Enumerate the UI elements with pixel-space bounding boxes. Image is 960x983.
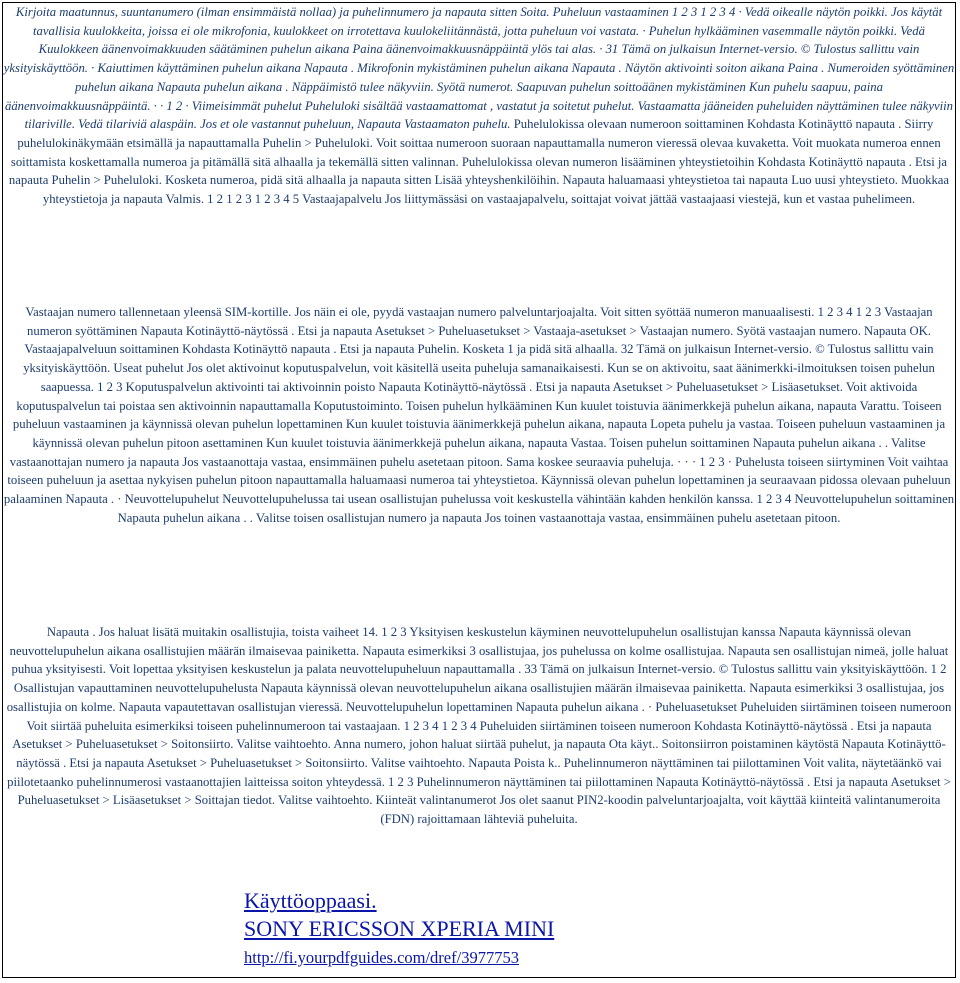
- text-block-1: [3, 3, 955, 275]
- url-link[interactable]: http://fi.yourpdfguides.com/dref/3977753: [244, 948, 519, 967]
- text-block-2: Vastaajan numero tallennetaan yleensä SIM-kortille. Jos näin ei ole, pyydä vastaajan numero palveluntarjoajalta. Voit sitten syöttää numeron manuaalisesti. 1 2 3 4 1 2 3 Vastaajan numeron syöttäminen Napauta Kotinäyttö-näytössä . Etsi ja napauta Asetukset > Puheluasetukset > Vastaaja-asetukset > Vastaajan numero. Syötä vastaajan numero. Napauta OK. Vastaajapalveluun soittaminen Kohdasta Kotinäyttö napauta . Etsi ja napauta Puhelin. Kosketa 1 ja pidä sitä alhaalla. 32 Tämä on julkaisun Internet-versio. © Tulostus sallittu vain yksityiskäyttöön. Useat puhelut Jos olet aktivoinut koputuspalvelun, voit käsitellä useita puheluja samanaikaisesti. Kun se on aktivoitu, saat äänimerkki-ilmoituksen toisen puhelun saapuessa. 1 2 3 Koputuspalvelun aktivointi tai aktivoinnin poisto Napauta Kotinäyttö-näytössä . Etsi ja napauta Asetukset > Puheluasetukset > Lisäasetukset. Voit aktivoida koputuspalvelun tai poistaa sen aktivoinnin napauttamalla Koputustoiminto. Toisen puhelun hylkääminen Kun kuulet toistuvia äänimerkkejä puhelun aikana, napauta Varattu. Toiseen puheluun vastaaminen ja käynnissä olevan puhelun lopettaminen Kun kuulet toistuvia äänimerkkejä puhelun aikana, napauta Lopeta puhelu ja vastaa. Toiseen puheluun vastaaminen ja käynnissä olevan puhelun pitoon asettaminen Kun kuulet toistuvia äänimerkkejä puhelun aikana, napauta Vastaa. Toisen puhelun soittaminen Napauta puhelun aikana . . Valitse vastaanottajan numero ja napauta Jos vastaanottaja vastaa, ensimmäinen puhelu asetetaan pitoon. Sama koskee seuraavia puheluja. · · · 1 2 3 · Puhelusta toiseen siirtyminen Voit vaihtaa toiseen puheluun ja asettaa nykyisen puhelun pitoon napauttamalla haluamaasi numeroa tai yhteystietoa. Käynnissä olevan puhelun lopettaminen ja seuraavaan pidossa olevaan puheluun palaaminen Napauta . · Neuvottelupuhelut Neuvottelupuhelussa tai usean osallistujan puhelussa voit keskustella vähintään kahden henkilön kanssa. 1 2 3 4 Neuvottelupuhelun soittaminen Napauta puhelun aikana . . Valitse toisen osallistujan numero ja napauta Jos toinen vastaanottaja vastaa, ensimmäinen puhelu asetetaan pitoon.: [3, 305, 955, 525]
- text-block-1-upright: Puhelulokissa olevaan numeroon soittaminen Kohdasta Kotinäyttö napauta . Siirry puhelulokinäkymään etsimällä ja napauttamalla Puhelin > Puheluloki. Voit soittaa numeroon suoraan napauttamalla numeron vieressä olevaa kuvaketta. Voit muokata numeroa ennen soittamista koskettamalla numeroa ja pitämällä sitä alhaalla ja tekemällä sitten valinnan. Puhelulokissa olevan numeron lisääminen yhteystietoihin Kohdasta Kotinäyttö napauta . Etsi ja napauta Puhelin > Puheluloki. Kosketa numeroa, pidä sitä alhaalla ja napauta sitten Lisää yhteyshenkilöihin. Napauta haluamaasi yhteystietoa tai napauta Luo uusi yhteystieto. Muokkaa yhteystietoja ja napauta Valmis. 1 2 1 2 3 1 2 3 4 5 Vastaajapalvelu Jos liittymässäsi on vastaajapalvelu, soittajat voivat jättää vastaajaasi viestejä, kun et vastaa puhelimeen.: [8, 117, 950, 207]
- footer-links: [244, 887, 554, 969]
- text-block-1-italic: Kirjoita maatunnus, suuntanumero (ilman ensimmäistä nollaa) ja puhelinnumero ja napauta sitten Soita. Puheluun vastaaminen 1 2 3 1 2 3 4 · Vedä oikealle näytön poikki. Jos käytät tavallisia kuulokkeita, joissa ei ole mikrofonia, kuulokkeet on irrotettava kuulokeliitännästä, jotta puheluun voi vastata. · Puhelun hylkääminen vasemmalle näytön poikki. Vedä Kuulokkeen äänenvoimakkuuden säätäminen puhelun aikana Paina äänenvoimakkuusnäppäintä ylös tai alas. · 31 Tämä on julkaisun Internet-versio. © Tulostus sallittu vain yksityiskäyttöön. · Kaiuttimen käyttäminen puhelun aikana Napauta . Mikrofonin mykistäminen puhelun aikana Napauta . Näytön aktivointi soiton aikana Paina . Numeroiden syöttäminen puhelun aikana Napauta puhelun aikana . Näppäimistö tulee näkyviin. Syötä numerot. Saapuvan puhelun soittoäänen mykistäminen Kun puhelu saapuu, paina äänenvoimakkuusnäppäintä. · · 1 2 · Viimeisimmät puhelut Puheluloki sisältää vastaamattomat , vastatut ja soitetut puhelut. Vastaamatta jääneiden puheluiden näyttäminen tulee näkyviin tilariville. Vedä tilariviä alaspäin. Jos et ole vastannut puheluun, Napauta Vastaamaton puhelu.: [3, 5, 955, 132]
- guides-link[interactable]: Käyttöoppaasi.: [244, 888, 377, 913]
- text-block-3: Napauta . Jos haluat lisätä muitakin osallistujia, toista vaiheet 14. 1 2 3 Yksityisen keskustelun käyminen neuvottelupuhelun osallistujan kanssa Napauta käynnissä olevan neuvottelupuhelun aikana osallistujien määrän ilmaisevaa painiketta. Napauta esimerkiksi 3 osallistujaa, jos puhelussa on kolme osallistujaa. Napauta sen osallistujan nimeä, jolle haluat puhua yksityisesti. Voit lopettaa yksityisen keskustelun ja palata neuvottelupuheluun napauttamalla . 33 Tämä on julkaisun Internet-versio. © Tulostus sallittu vain yksityiskäyttöön. 1 2 Osallistujan vapauttaminen neuvottelupuhelusta Napauta käynnissä olevan neuvottelupuhelun aikana osallistujien määrän ilmaisevaa painiketta. Napauta esimerkiksi 3 osallistujaa, jos osallistujia on kolme. Napauta vapautettavan osallistujan vieressä. Neuvottelupuhelun lopettaminen Napauta puhelun aikana . · Puheluasetukset Puheluiden siirtäminen toiseen numeroon Voit siirtää puheluita esimerkiksi toiseen puhelinnumeroon tai vastaajaan. 1 2 3 4 1 2 3 4 Puheluiden siirtäminen toiseen numeroon Kohdasta Kotinäyttö-näytössä . Etsi ja napauta Asetukset > Puheluasetukset > Soitonsiirto. Valitse vaihtoehto. Anna numero, johon haluat siirtää puhelut, ja napauta Ota käyt.. Soitonsiirron poistaminen käytöstä Napauta Kotinäyttö-näytössä . Etsi ja napauta Asetukset > Puheluasetukset > Soitonsiirto. Valitse vaihtoehto. Napauta Poista k.. Puhelinnumeron näyttäminen tai piilottaminen Voit valita, näytetäänkö vai piilotetaanko puhelinnumerosi vastaanottajien laitteissa soiton yhteydessä. 1 2 3 Puhelinnumeron näyttäminen tai piilottaminen Napauta Kotinäyttö-näytössä . Etsi ja napauta Asetukset > Puheluasetukset > Lisäasetukset > Soittajan tiedot. Valitse vaihtoehto. Kiinteät valintanumerot Jos olet saanut PIN2-koodin palveluntarjoajalta, voit käyttää kiinteitä valintanumeroita (FDN) rajoittamaan lähteviä puheluita.: [6, 625, 952, 827]
- model-link[interactable]: SONY ERICSSON XPERIA MINI: [244, 916, 555, 941]
- document-page: [2, 2, 956, 978]
